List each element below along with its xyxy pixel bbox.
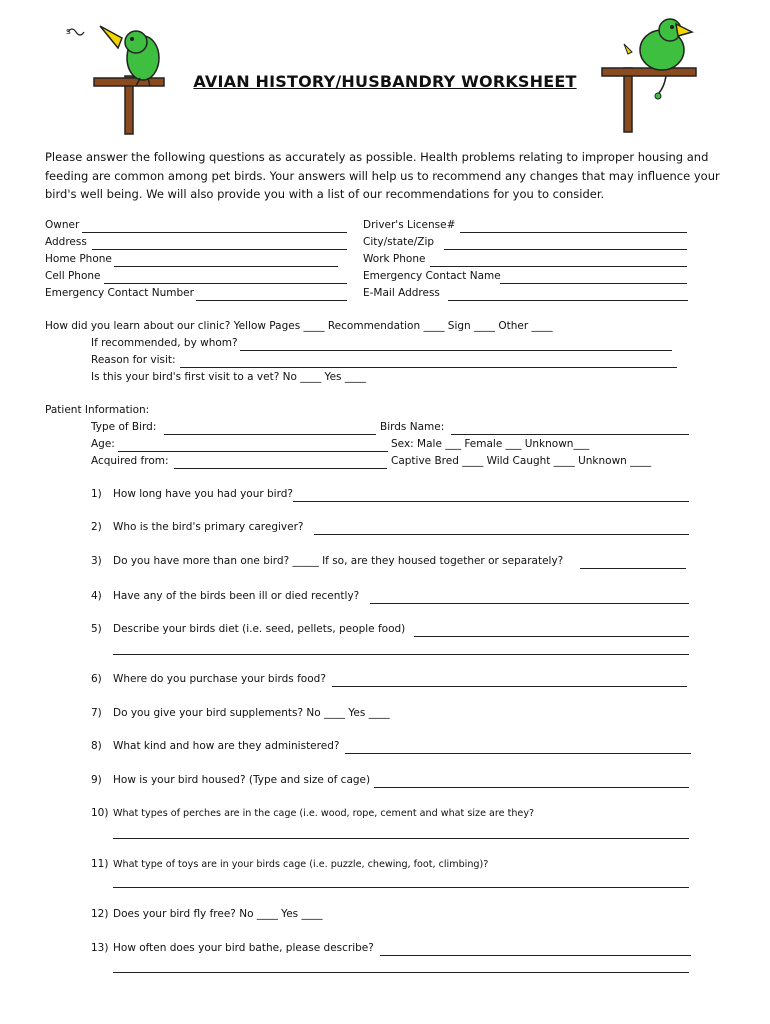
work-phone-line[interactable] xyxy=(430,266,687,267)
question-num: 5) xyxy=(91,623,102,635)
emergency-name-line[interactable] xyxy=(500,283,687,284)
question-num: 10) xyxy=(91,807,109,819)
question-text: What types of perches are in the cage (i.e. wood, rope, cement and what size are they? xyxy=(113,808,535,819)
answer-line[interactable] xyxy=(293,501,689,502)
question-text: How often does your bird bathe, please describe? xyxy=(113,942,374,954)
answer-line[interactable] xyxy=(370,603,689,604)
question-num: 9) xyxy=(91,774,102,786)
home-phone-line[interactable] xyxy=(114,266,338,267)
question-text: Where do you purchase your birds food? xyxy=(113,673,326,685)
home-phone-label: Home Phone xyxy=(45,253,112,265)
left-parrot-illustration xyxy=(60,18,170,136)
cell-phone-label: Cell Phone xyxy=(45,270,101,282)
email-line[interactable] xyxy=(448,300,688,301)
recommended-line[interactable] xyxy=(240,350,672,351)
answer-line-continuation[interactable] xyxy=(113,838,689,839)
age-label: Age: xyxy=(91,438,115,450)
question-text: Do you have more than one bird? _____ If so, are they housed together or separately? xyxy=(113,555,564,567)
question-num: 6) xyxy=(91,673,102,685)
question-text: Does your bird fly free? No ____ Yes ____ xyxy=(113,908,323,920)
question-num: 12) xyxy=(91,908,109,920)
acquired-line[interactable] xyxy=(174,468,387,469)
owner-label: Owner xyxy=(45,219,80,231)
emergency-number-label: Emergency Contact Number xyxy=(45,287,194,299)
address-line[interactable] xyxy=(92,249,347,250)
question-num: 11) xyxy=(91,858,109,870)
drivers-license-line[interactable] xyxy=(460,232,687,233)
answer-line[interactable] xyxy=(345,753,691,754)
question-text: Have any of the birds been ill or died recently? xyxy=(113,590,360,602)
question-num: 3) xyxy=(91,555,102,567)
question-num: 4) xyxy=(91,590,102,602)
patient-info-heading: Patient Information: xyxy=(45,404,150,416)
owner-line[interactable] xyxy=(82,232,347,233)
question-num: 8) xyxy=(91,740,102,752)
acquired-label: Acquired from: xyxy=(91,455,169,467)
question-text: Who is the bird's primary caregiver? xyxy=(113,521,304,533)
emergency-number-line[interactable] xyxy=(196,300,347,301)
cell-phone-line[interactable] xyxy=(104,283,347,284)
question-text: What type of toys are in your birds cage (i.e. puzzle, chewing, foot, climbing)? xyxy=(113,859,489,870)
answer-line[interactable] xyxy=(374,787,689,788)
answer-line[interactable] xyxy=(580,568,686,569)
type-of-bird-label: Type of Bird: xyxy=(91,421,157,433)
question-num: 7) xyxy=(91,707,102,719)
birds-name-line[interactable] xyxy=(451,434,689,435)
intro-paragraph: Please answer the following questions as accurately as possible. Health problems relating to improper housing and feeding are common among pet birds. Your answers will help us to recommend any changes that may influence your bird's well being. We will also provide you with a list of our recommendations for you to consider. xyxy=(45,150,720,201)
emergency-name-label: Emergency Contact Name xyxy=(363,270,501,282)
answer-line-continuation[interactable] xyxy=(113,972,689,973)
first-visit-question: Is this your bird's first visit to a vet? No ____ Yes ____ xyxy=(91,371,366,383)
worksheet-title: AVIAN HISTORY/HUSBANDRY WORKSHEET xyxy=(193,72,577,91)
recommended-label: If recommended, by whom? xyxy=(91,337,238,349)
answer-line[interactable] xyxy=(380,955,691,956)
drivers-license-label: Driver's License# xyxy=(363,219,456,231)
reason-line[interactable] xyxy=(180,367,677,368)
learn-question: How did you learn about our clinic? Yellow Pages ____ Recommendation ____ Sign ____ Other ____ xyxy=(45,320,553,332)
answer-line[interactable] xyxy=(332,686,687,687)
work-phone-label: Work Phone xyxy=(363,253,426,265)
question-text: How is your bird housed? (Type and size of cage) xyxy=(113,774,371,786)
sex-field: Sex: Male ___ Female ___ Unknown___ xyxy=(391,438,590,450)
type-of-bird-line[interactable] xyxy=(164,434,376,435)
svg-text:s: s xyxy=(66,27,71,37)
email-label: E-Mail Address xyxy=(363,287,440,299)
question-text: How long have you had your bird? xyxy=(113,488,293,500)
question-num: 2) xyxy=(91,521,102,533)
right-parrot-illustration xyxy=(596,12,706,134)
city-state-zip-line[interactable] xyxy=(444,249,687,250)
reason-label: Reason for visit: xyxy=(91,354,176,366)
address-label: Address xyxy=(45,236,87,248)
answer-line-continuation[interactable] xyxy=(113,887,689,888)
age-line[interactable] xyxy=(118,451,388,452)
question-text: Describe your birds diet (i.e. seed, pellets, people food) xyxy=(113,623,406,635)
birds-name-label: Birds Name: xyxy=(380,421,445,433)
question-num: 13) xyxy=(91,942,109,954)
question-num: 1) xyxy=(91,488,102,500)
question-text: What kind and how are they administered? xyxy=(113,740,340,752)
answer-line[interactable] xyxy=(414,636,689,637)
question-text: Do you give your bird supplements? No ____ Yes ____ xyxy=(113,707,390,719)
captive-field: Captive Bred ____ Wild Caught ____ Unknown ____ xyxy=(391,455,652,467)
answer-line[interactable] xyxy=(314,534,689,535)
city-state-zip-label: City/state/Zip xyxy=(363,236,435,248)
answer-line-continuation[interactable] xyxy=(113,654,689,655)
